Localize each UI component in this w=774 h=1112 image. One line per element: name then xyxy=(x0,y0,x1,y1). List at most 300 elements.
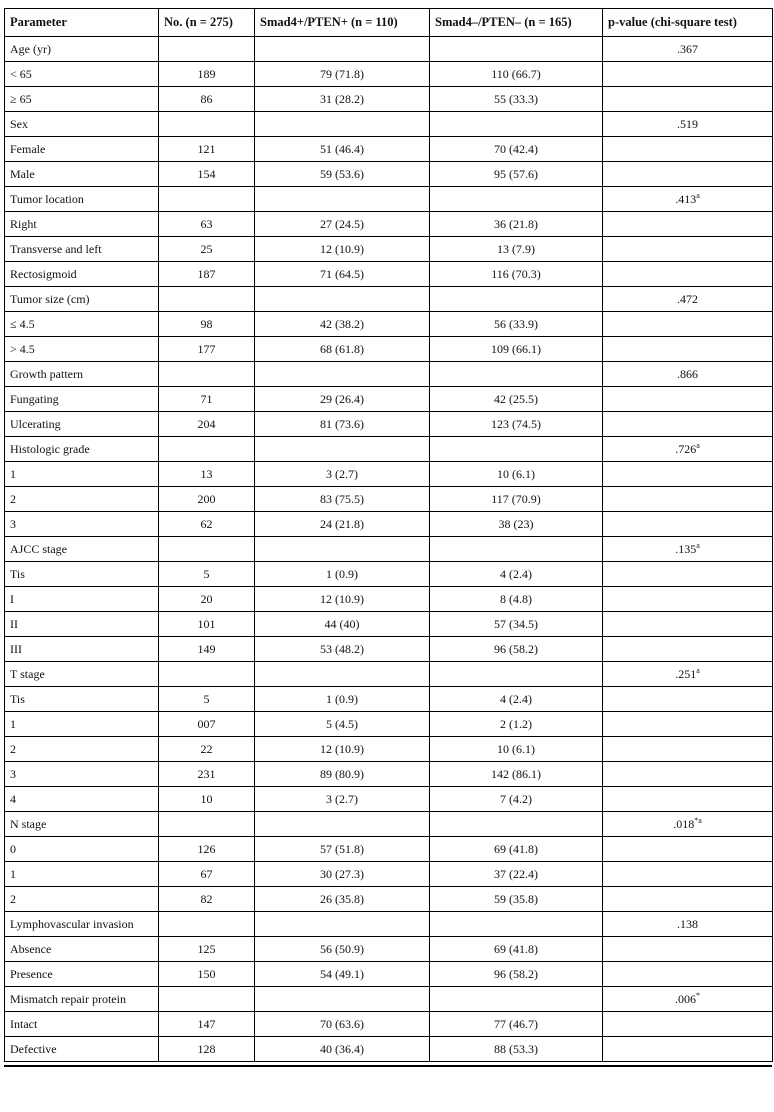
cell-smad4-pten-negative xyxy=(430,987,603,1012)
cell-parameter-text: 1 xyxy=(10,866,16,881)
cell-number xyxy=(159,887,255,912)
cell-p-value xyxy=(603,62,773,87)
cell-smad4-pten-positive xyxy=(255,812,430,837)
table-row xyxy=(5,287,773,312)
cell-parameter xyxy=(5,212,159,237)
cell-smad4-pten-positive-text: 24 (21.8) xyxy=(320,516,364,531)
cell-smad4-pten-positive-text: 3 (2.7) xyxy=(326,466,358,481)
cell-parameter-text: 2 xyxy=(10,491,16,506)
table-row xyxy=(5,662,773,687)
table-row xyxy=(5,812,773,837)
cell-number xyxy=(159,337,255,362)
cell-p-value xyxy=(603,262,773,287)
cell-p-value-text: .367 xyxy=(677,41,698,56)
cell-parameter-text: Tis xyxy=(10,691,25,706)
cell-smad4-pten-negative-text: 110 (66.7) xyxy=(491,66,541,81)
cell-smad4-pten-positive xyxy=(255,337,430,362)
cell-number xyxy=(159,162,255,187)
cell-smad4-pten-negative-text: 109 (66.1) xyxy=(491,341,541,356)
cell-smad4-pten-positive xyxy=(255,937,430,962)
cell-smad4-pten-negative-text: 56 (33.9) xyxy=(494,316,538,331)
cell-smad4-pten-negative-text: 95 (57.6) xyxy=(494,166,538,181)
cell-smad4-pten-negative xyxy=(430,462,603,487)
cell-number-text: 147 xyxy=(197,1016,216,1031)
cell-parameter xyxy=(5,662,159,687)
p-value-footnote-marker: *a xyxy=(694,815,702,825)
cell-number-text: 189 xyxy=(197,66,216,81)
cell-p-value xyxy=(603,662,773,687)
cell-p-value xyxy=(603,412,773,437)
table-row xyxy=(5,187,773,212)
cell-number-text: 125 xyxy=(197,941,216,956)
cell-parameter-text: < 65 xyxy=(10,66,32,81)
cell-smad4-pten-positive xyxy=(255,687,430,712)
table-row xyxy=(5,137,773,162)
table-row xyxy=(5,237,773,262)
cell-parameter-text: 2 xyxy=(10,891,16,906)
table-row xyxy=(5,762,773,787)
cell-smad4-pten-negative xyxy=(430,612,603,637)
cell-p-value-text: .135 xyxy=(675,541,697,556)
cell-p-value xyxy=(603,362,773,387)
cell-smad4-pten-negative xyxy=(430,637,603,662)
cell-smad4-pten-positive-text: 29 (26.4) xyxy=(320,391,364,406)
cell-number xyxy=(159,687,255,712)
cell-smad4-pten-positive-text: 89 (80.9) xyxy=(320,766,364,781)
header-number: No. (n = 275) xyxy=(159,9,255,37)
cell-smad4-pten-positive-text: 53 (48.2) xyxy=(320,641,364,656)
cell-smad4-pten-negative-text: 88 (53.3) xyxy=(494,1041,538,1056)
cell-parameter xyxy=(5,362,159,387)
cell-p-value xyxy=(603,112,773,137)
cell-number xyxy=(159,987,255,1012)
table-row xyxy=(5,112,773,137)
cell-smad4-pten-negative xyxy=(430,912,603,937)
cell-number xyxy=(159,1012,255,1037)
cell-number-text: 204 xyxy=(197,416,216,431)
cell-p-value xyxy=(603,562,773,587)
cell-p-value xyxy=(603,462,773,487)
table-row xyxy=(5,162,773,187)
cell-p-value xyxy=(603,737,773,762)
cell-p-value xyxy=(603,587,773,612)
cell-parameter-text: Lymphovascular invasion xyxy=(10,916,134,931)
cell-number xyxy=(159,862,255,887)
cell-number xyxy=(159,262,255,287)
cell-smad4-pten-positive-text: 40 (36.4) xyxy=(320,1041,364,1056)
cell-smad4-pten-positive xyxy=(255,862,430,887)
cell-parameter xyxy=(5,787,159,812)
cell-smad4-pten-positive xyxy=(255,362,430,387)
cell-number xyxy=(159,837,255,862)
cell-smad4-pten-negative-text: 77 (46.7) xyxy=(494,1016,538,1031)
header-smad4-pten-positive: Smad4+/PTEN+ (n = 110) xyxy=(255,9,430,37)
cell-p-value-text: .413 xyxy=(675,191,697,206)
cell-parameter-text: Age (yr) xyxy=(10,41,51,56)
table-header xyxy=(5,9,773,37)
cell-smad4-pten-negative xyxy=(430,437,603,462)
cell-parameter xyxy=(5,187,159,212)
cell-p-value xyxy=(603,337,773,362)
cell-smad4-pten-negative-text: 117 (70.9) xyxy=(491,491,541,506)
cell-number-text: 150 xyxy=(197,966,216,981)
cell-number-text: 13 xyxy=(200,466,213,481)
cell-parameter xyxy=(5,412,159,437)
cell-smad4-pten-positive xyxy=(255,612,430,637)
cell-p-value xyxy=(603,487,773,512)
cell-parameter-text: ≤ 4.5 xyxy=(10,316,35,331)
cell-smad4-pten-positive xyxy=(255,787,430,812)
cell-p-value xyxy=(603,687,773,712)
cell-number-text: 187 xyxy=(197,266,216,281)
cell-smad4-pten-negative xyxy=(430,562,603,587)
cell-number xyxy=(159,762,255,787)
cell-smad4-pten-negative xyxy=(430,287,603,312)
cell-parameter-text: N stage xyxy=(10,816,47,831)
cell-smad4-pten-negative xyxy=(430,212,603,237)
cell-parameter xyxy=(5,112,159,137)
cell-parameter-text: ≥ 65 xyxy=(10,91,32,106)
cell-parameter xyxy=(5,237,159,262)
cell-parameter-text: Tumor location xyxy=(10,191,84,206)
cell-smad4-pten-negative-text: 59 (35.8) xyxy=(494,891,538,906)
cell-smad4-pten-positive xyxy=(255,962,430,987)
table-row xyxy=(5,337,773,362)
cell-smad4-pten-positive-text: 30 (27.3) xyxy=(320,866,364,881)
cell-parameter-text: 1 xyxy=(10,716,16,731)
cell-smad4-pten-negative xyxy=(430,1037,603,1062)
cell-parameter-text: 0 xyxy=(10,841,16,856)
cell-number-text: 5 xyxy=(203,691,210,706)
table-row xyxy=(5,962,773,987)
cell-number xyxy=(159,537,255,562)
cell-smad4-pten-positive xyxy=(255,312,430,337)
cell-number xyxy=(159,512,255,537)
cell-smad4-pten-negative xyxy=(430,887,603,912)
cell-smad4-pten-positive xyxy=(255,1012,430,1037)
cell-number-text: 5 xyxy=(203,566,210,581)
table-row xyxy=(5,62,773,87)
cell-smad4-pten-negative xyxy=(430,37,603,62)
cell-number xyxy=(159,787,255,812)
cell-p-value xyxy=(603,537,773,562)
cell-p-value xyxy=(603,387,773,412)
cell-smad4-pten-positive xyxy=(255,437,430,462)
cell-smad4-pten-positive xyxy=(255,987,430,1012)
cell-smad4-pten-negative xyxy=(430,362,603,387)
cell-parameter xyxy=(5,487,159,512)
cell-smad4-pten-negative xyxy=(430,662,603,687)
cell-smad4-pten-positive xyxy=(255,487,430,512)
cell-p-value xyxy=(603,762,773,787)
cell-parameter-text: 1 xyxy=(10,466,16,481)
cell-smad4-pten-positive xyxy=(255,462,430,487)
cell-number-text: 128 xyxy=(197,1041,216,1056)
cell-smad4-pten-positive-text: 56 (50.9) xyxy=(320,941,364,956)
cell-smad4-pten-positive xyxy=(255,662,430,687)
cell-smad4-pten-positive-text: 42 (38.2) xyxy=(320,316,364,331)
cell-number xyxy=(159,912,255,937)
cell-smad4-pten-positive xyxy=(255,762,430,787)
cell-smad4-pten-negative-text: 38 (23) xyxy=(498,516,534,531)
cell-smad4-pten-negative-text: 4 (2.4) xyxy=(500,691,532,706)
cell-smad4-pten-negative-text: 4 (2.4) xyxy=(500,566,532,581)
cell-smad4-pten-positive xyxy=(255,1037,430,1062)
cell-parameter-text: > 4.5 xyxy=(10,341,35,356)
cell-parameter-text: III xyxy=(10,641,22,656)
cell-parameter-text: Ulcerating xyxy=(10,416,61,431)
table-row xyxy=(5,737,773,762)
cell-smad4-pten-negative xyxy=(430,87,603,112)
cell-parameter-text: T stage xyxy=(10,666,45,681)
table-row xyxy=(5,937,773,962)
cell-parameter xyxy=(5,937,159,962)
cell-p-value xyxy=(603,837,773,862)
cell-number-text: 62 xyxy=(200,516,213,531)
cell-smad4-pten-positive xyxy=(255,137,430,162)
cell-p-value xyxy=(603,912,773,937)
cell-p-value xyxy=(603,37,773,62)
table-row xyxy=(5,587,773,612)
table-row xyxy=(5,687,773,712)
cell-parameter xyxy=(5,312,159,337)
cell-parameter xyxy=(5,737,159,762)
cell-number-text: 67 xyxy=(200,866,213,881)
cell-smad4-pten-negative-text: 142 (86.1) xyxy=(491,766,541,781)
cell-number xyxy=(159,637,255,662)
cell-p-value-text: .018 xyxy=(673,816,695,831)
cell-smad4-pten-positive-text: 5 (4.5) xyxy=(326,716,358,731)
cell-p-value xyxy=(603,712,773,737)
cell-parameter xyxy=(5,1037,159,1062)
cell-parameter-text: II xyxy=(10,616,18,631)
cell-p-value-text: .866 xyxy=(677,366,698,381)
cell-number xyxy=(159,287,255,312)
cell-smad4-pten-positive-text: 1 (0.9) xyxy=(326,691,358,706)
cell-parameter-text: 3 xyxy=(10,516,16,531)
cell-parameter-text: Histologic grade xyxy=(10,441,90,456)
cell-smad4-pten-negative-text: 55 (33.3) xyxy=(494,91,538,106)
cell-parameter-text: Defective xyxy=(10,1041,57,1056)
cell-number-text: 10 xyxy=(200,791,213,806)
cell-smad4-pten-negative-text: 42 (25.5) xyxy=(494,391,538,406)
cell-parameter-text: Male xyxy=(10,166,35,181)
table-row xyxy=(5,862,773,887)
cell-number-text: 22 xyxy=(200,741,213,756)
cell-smad4-pten-negative-text: 8 (4.8) xyxy=(500,591,532,606)
cell-p-value xyxy=(603,637,773,662)
cell-smad4-pten-positive xyxy=(255,562,430,587)
table-row xyxy=(5,437,773,462)
cell-smad4-pten-negative-text: 10 (6.1) xyxy=(497,466,535,481)
cell-smad4-pten-negative-text: 36 (21.8) xyxy=(494,216,538,231)
cell-parameter-text: Absence xyxy=(10,941,52,956)
cell-parameter xyxy=(5,87,159,112)
cell-smad4-pten-positive-text: 81 (73.6) xyxy=(320,416,364,431)
cell-number xyxy=(159,387,255,412)
cell-smad4-pten-negative xyxy=(430,187,603,212)
cell-number xyxy=(159,187,255,212)
cell-smad4-pten-negative-text: 123 (74.5) xyxy=(491,416,541,431)
cell-smad4-pten-negative-text: 2 (1.2) xyxy=(500,716,532,731)
cell-smad4-pten-negative xyxy=(430,962,603,987)
table-row xyxy=(5,887,773,912)
cell-smad4-pten-positive-text: 79 (71.8) xyxy=(320,66,364,81)
bottom-rule xyxy=(4,1065,772,1067)
cell-smad4-pten-negative-text: 96 (58.2) xyxy=(494,966,538,981)
cell-parameter xyxy=(5,862,159,887)
cell-p-value xyxy=(603,862,773,887)
cell-p-value xyxy=(603,787,773,812)
cell-parameter xyxy=(5,587,159,612)
cell-p-value xyxy=(603,287,773,312)
cell-number-text: 007 xyxy=(197,716,216,731)
cell-number xyxy=(159,62,255,87)
cell-smad4-pten-negative xyxy=(430,762,603,787)
cell-smad4-pten-positive-text: 51 (46.4) xyxy=(320,141,364,156)
cell-smad4-pten-negative xyxy=(430,387,603,412)
cell-parameter xyxy=(5,687,159,712)
cell-p-value xyxy=(603,187,773,212)
cell-parameter xyxy=(5,912,159,937)
cell-smad4-pten-positive-text: 31 (28.2) xyxy=(320,91,364,106)
cell-parameter xyxy=(5,62,159,87)
cell-parameter-text: Intact xyxy=(10,1016,38,1031)
cell-number xyxy=(159,212,255,237)
cell-smad4-pten-positive-text: 1 (0.9) xyxy=(326,566,358,581)
cell-parameter xyxy=(5,387,159,412)
cell-p-value xyxy=(603,212,773,237)
cell-p-value-text: .006 xyxy=(675,991,696,1006)
cell-number-text: 231 xyxy=(197,766,216,781)
cell-p-value xyxy=(603,87,773,112)
cell-smad4-pten-negative xyxy=(430,812,603,837)
cell-parameter xyxy=(5,962,159,987)
cell-smad4-pten-positive xyxy=(255,887,430,912)
cell-smad4-pten-positive-text: 44 (40) xyxy=(324,616,360,631)
p-value-footnote-marker: a xyxy=(696,540,700,550)
cell-smad4-pten-negative xyxy=(430,162,603,187)
cell-smad4-pten-negative xyxy=(430,112,603,137)
p-value-footnote-marker: * xyxy=(696,990,700,1000)
cell-number xyxy=(159,437,255,462)
cell-number xyxy=(159,412,255,437)
cell-number xyxy=(159,737,255,762)
cell-smad4-pten-positive-text: 27 (24.5) xyxy=(320,216,364,231)
cell-p-value xyxy=(603,612,773,637)
cell-parameter xyxy=(5,437,159,462)
table-row xyxy=(5,612,773,637)
table-row xyxy=(5,987,773,1012)
cell-number xyxy=(159,712,255,737)
cell-parameter xyxy=(5,987,159,1012)
cell-number-text: 177 xyxy=(197,341,216,356)
p-value-footnote-marker: a xyxy=(696,440,700,450)
cell-p-value xyxy=(603,887,773,912)
cell-smad4-pten-positive xyxy=(255,637,430,662)
cell-parameter-text: 4 xyxy=(10,791,16,806)
cell-parameter-text: I xyxy=(10,591,14,606)
cell-parameter xyxy=(5,37,159,62)
cell-number xyxy=(159,587,255,612)
cell-smad4-pten-negative xyxy=(430,62,603,87)
cell-parameter xyxy=(5,512,159,537)
cell-smad4-pten-positive-text: 59 (53.6) xyxy=(320,166,364,181)
cell-smad4-pten-negative xyxy=(430,1012,603,1037)
cell-smad4-pten-negative xyxy=(430,312,603,337)
cell-smad4-pten-positive xyxy=(255,737,430,762)
cell-smad4-pten-negative xyxy=(430,412,603,437)
cell-number xyxy=(159,487,255,512)
table-row xyxy=(5,387,773,412)
cell-smad4-pten-positive xyxy=(255,62,430,87)
header-row xyxy=(5,9,773,37)
cell-parameter-text: 3 xyxy=(10,766,16,781)
cell-smad4-pten-positive xyxy=(255,87,430,112)
table-row xyxy=(5,462,773,487)
cell-number-text: 82 xyxy=(200,891,213,906)
cell-p-value-text: .138 xyxy=(677,916,698,931)
cell-number-text: 71 xyxy=(200,391,213,406)
cell-smad4-pten-positive xyxy=(255,912,430,937)
cell-smad4-pten-negative xyxy=(430,862,603,887)
table-row xyxy=(5,312,773,337)
cell-smad4-pten-negative xyxy=(430,937,603,962)
cell-smad4-pten-positive-text: 71 (64.5) xyxy=(320,266,364,281)
cell-smad4-pten-negative xyxy=(430,137,603,162)
table-row xyxy=(5,1037,773,1062)
p-value-footnote-marker: a xyxy=(696,190,700,200)
cell-parameter xyxy=(5,1012,159,1037)
cell-smad4-pten-positive xyxy=(255,512,430,537)
cell-p-value xyxy=(603,437,773,462)
cell-p-value xyxy=(603,937,773,962)
table-row xyxy=(5,362,773,387)
cell-number-text: 98 xyxy=(200,316,213,331)
cell-smad4-pten-negative-text: 57 (34.5) xyxy=(494,616,538,631)
cell-smad4-pten-negative xyxy=(430,237,603,262)
cell-smad4-pten-negative xyxy=(430,837,603,862)
cell-smad4-pten-positive xyxy=(255,237,430,262)
table-row xyxy=(5,537,773,562)
cell-number-text: 200 xyxy=(197,491,216,506)
cell-smad4-pten-negative-text: 7 (4.2) xyxy=(500,791,532,806)
cell-smad4-pten-negative-text: 116 (70.3) xyxy=(491,266,541,281)
cell-smad4-pten-positive xyxy=(255,37,430,62)
cell-smad4-pten-positive-text: 12 (10.9) xyxy=(320,741,364,756)
cell-smad4-pten-positive xyxy=(255,587,430,612)
cell-parameter-text: AJCC stage xyxy=(10,541,67,556)
cell-number xyxy=(159,237,255,262)
cell-smad4-pten-negative xyxy=(430,537,603,562)
cell-smad4-pten-negative-text: 96 (58.2) xyxy=(494,641,538,656)
header-p-value: p-value (chi-square test) xyxy=(603,9,773,37)
cell-parameter xyxy=(5,887,159,912)
cell-number xyxy=(159,362,255,387)
cell-smad4-pten-positive-text: 3 (2.7) xyxy=(326,791,358,806)
cell-number xyxy=(159,662,255,687)
cell-parameter-text: Mismatch repair protein xyxy=(10,991,126,1006)
cell-p-value-text: .726 xyxy=(675,441,697,456)
cell-number-text: 101 xyxy=(197,616,216,631)
cell-smad4-pten-negative xyxy=(430,587,603,612)
cell-number xyxy=(159,812,255,837)
cell-parameter xyxy=(5,837,159,862)
cell-parameter-text: Sex xyxy=(10,116,28,131)
cell-smad4-pten-negative xyxy=(430,487,603,512)
cell-p-value xyxy=(603,1037,773,1062)
cell-smad4-pten-positive-text: 68 (61.8) xyxy=(320,341,364,356)
